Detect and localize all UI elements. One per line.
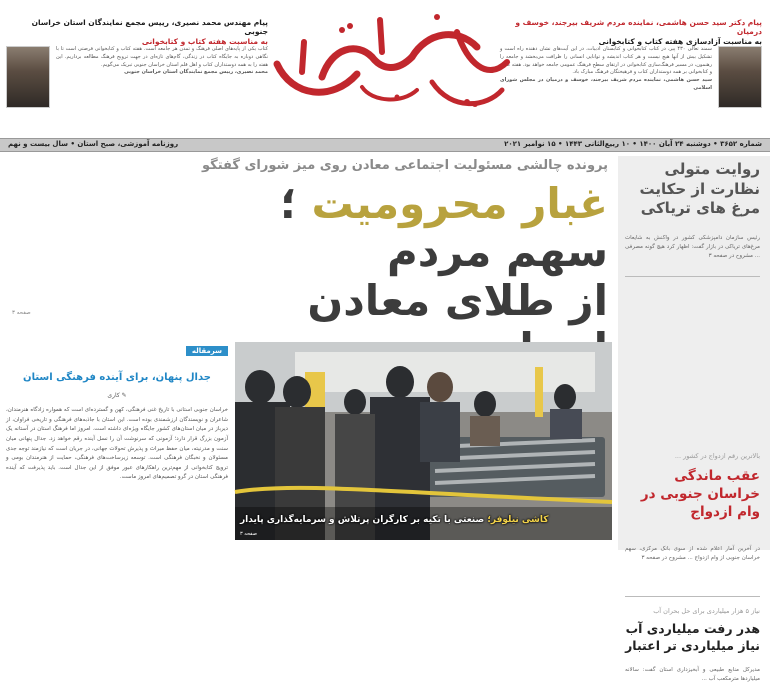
dateline-bar	[0, 138, 770, 152]
promo-nasiri-title	[6, 18, 268, 46]
promo-hashemi-title	[500, 18, 762, 46]
editorial-title[interactable]: جدال پنهان، برای آینده فرهنگی استان	[23, 372, 211, 383]
photo-page-ref: صفحه ۳	[240, 531, 257, 537]
headline-line-2: از طلای معادن	[307, 275, 608, 325]
promo-nasiri-title-sub: به مناسبت هفته کتاب و کتابخوانی	[141, 36, 268, 46]
promo-hashemi-body-text: سمند تعالی ۴۳۰ پیر، در کتاب کتابخوانی و کتابستان ادبیات، در این آیت‌های نشان دهنده راه است و تشکیل بیش از آنها هیچ نیست و هر کتاب اندیشه و توانایی انسانی را ظرافت می‌بخشد و جامعه را رهنمون، در مسیر فرهنگ‌سازی کتابخوانی در ارتقای سطح فرهنگ عمومی جامعه خواهد بود. هفته کتاب و کتابخوانی بر همه دوستداران کتاب و فرهیختگان فرهنگ مبارک باد.	[500, 46, 712, 76]
editorial-author: ✎ کاری	[107, 392, 127, 399]
promo-nasiri-body	[56, 46, 268, 77]
headline-page-ref: صفحه ۳	[12, 310, 31, 316]
editorial-body: خراسان جنوبی استانی با تاریخ غنی فرهنگی، کهن و گسترده‌ای است که همواره زادگاه هنرمندان، شاعران و نویسندگان ارزشمندی بوده است. این استان با جاذبه‌های فرهنگی و تاریخی فراوان، از دیرباز در میان استان‌های کشور جایگاه ویژه‌ای داشته است. امروز اما فرهنگ استان در آستانه یک آزمون بزرگ قرار دارد؛ آزمونی که سرنوشت آن را نسل آینده رقم خواهد زد. جدال پنهانی میان سنت و مدرنیته، میان حفظ میراث و پذیرش تحولات جهانی، در جریان است که نیازمند توجه جدی مسئولان و نخبگان فرهنگی است. توسعه زیرساخت‌های فرهنگی، حمایت از هنرمندان بومی و ترویج کتابخوانی از مهم‌ترین راهکارهای عبور موفق از این جدال است. باید پذیرفت که آینده فرهنگی استان در گرو تصمیم‌های امروز ماست.	[6, 407, 228, 481]
promo-nasiri[interactable]	[6, 18, 268, 136]
promo-nasiri-body-text: کتاب یکی از پایه‌های اصلی فرهنگ و تمدن هر جامعه است. هفته کتاب و کتابخوانی فرصتی است تا با نگاهی دوباره به جایگاه کتاب در زندگی، گام‌های تازه‌ای در جهت ترویج فرهنگ مطالعه برداریم. این هفته را به همه دوستداران کتاب و اهل قلم استان خراسان جنوبی تبریک می‌گویم.	[56, 46, 268, 68]
promo-hashemi-title-red: پیام دکتر سید حسن هاشمی، نماینده مردم شریف بیرجند، خوسف و درمیان	[515, 18, 762, 37]
sidebar-headline-water-waste[interactable]: هدر رفت میلیاردی آب نیاز میلیاردی تر اعتبار	[625, 621, 760, 653]
headline-gold-phrase: غبار محرومیت	[311, 179, 608, 228]
photo-illustration	[235, 342, 612, 540]
headline-separator: ؛	[280, 179, 297, 228]
caption-text: صنعتی با تکیه بر کارگران پرتلاش و سرمایه‌گذاری پایدار	[240, 515, 485, 525]
top-strip	[0, 0, 770, 138]
editorial-tag: سرمقاله	[186, 346, 228, 356]
sidebar-text-marriage-loan: در آخرین آمار اعلام شده از سوی بانک مرکزی، سهم خراسان جنوبی از وام ازدواج ... مشروح در صفحه ۳	[625, 546, 760, 561]
publication-info: روزنامه آموزشی، صبح استان • سال بیست و نهم	[8, 140, 179, 148]
main-surtitle: پرونده چالشی مسئولیت اجتماعی معادن روی میز شورای گفتگو	[202, 158, 608, 173]
headline-line-1	[176, 180, 608, 277]
sidebar-kicker-water: نیاز ۵ هزار میلیاردی برای حل بحران آب	[653, 607, 760, 615]
masthead-title	[383, 113, 392, 115]
headline-phrase: سهم مردم	[386, 227, 608, 277]
sidebar-text-opium-chickens: رئیس سازمان دامپزشکی کشور در واکنش به شایعات مرغ‌های تریاکی در بازار گفت: اظهار کرد هیچ گونه مصرفی ... مشروح در صفحه ۳	[625, 235, 760, 259]
photo-caption	[240, 515, 548, 525]
sidebar-kicker-marriage: بالاترین رقم ازدواج در کشور ...	[674, 452, 760, 460]
factory-visit-photo[interactable]	[235, 342, 612, 540]
promo-hashemi-body	[500, 46, 712, 93]
promo-hashemi-signature: سید حسن هاشمی، نماینده مردم شریف بیرجند، خوسف و درمیان در مجلس شورای اسلامی	[500, 77, 712, 91]
portrait-photo-hashemi	[718, 46, 762, 108]
editorial-column	[6, 342, 228, 550]
caption-kicker: کاشی نیلوفر؛	[487, 515, 549, 525]
portrait-photo-nasiri	[6, 46, 50, 108]
sidebar-headline-marriage-loan[interactable]: عقب ماندگی خراسان جنوبی در وام ازدواج	[640, 468, 760, 521]
sidebar-text-water-waste: مدیرکل منابع طبیعی و آبخیزداری استان گفت: سالانه میلیاردها مترمکعب آب ...	[625, 667, 760, 682]
promo-hashemi[interactable]	[500, 18, 762, 136]
promo-nasiri-signature: محمد نصیری، رییس مجمع نمایندگان استان خراسان جنوبی	[124, 69, 268, 76]
news-sidebar	[618, 156, 770, 682]
promo-nasiri-title-main: پیام مهندس محمد نصیری، رییس مجمع نمایندگان استان خراسان جنوبی	[31, 18, 268, 37]
sidebar-divider	[625, 276, 760, 277]
sidebar-divider	[625, 596, 760, 597]
masthead-logo[interactable]	[262, 2, 512, 120]
sidebar-headline-opium-chickens[interactable]: روایت متولی نظارت از حکایت مرغ های تریاکی	[639, 160, 760, 217]
promo-hashemi-title-black: به مناسبت آزادسازی هفته کتاب و کتابخوانی	[598, 36, 762, 46]
masthead-calligraphy	[262, 2, 512, 120]
issue-date: شماره ۳۶۵۲ • دوشنبه ۲۴ آبان ۱۴۰۰ • ۱۰ ربیع‌الثانی ۱۴۴۳ • ۱۵ نوامبر ۲۰۲۱	[504, 140, 762, 148]
